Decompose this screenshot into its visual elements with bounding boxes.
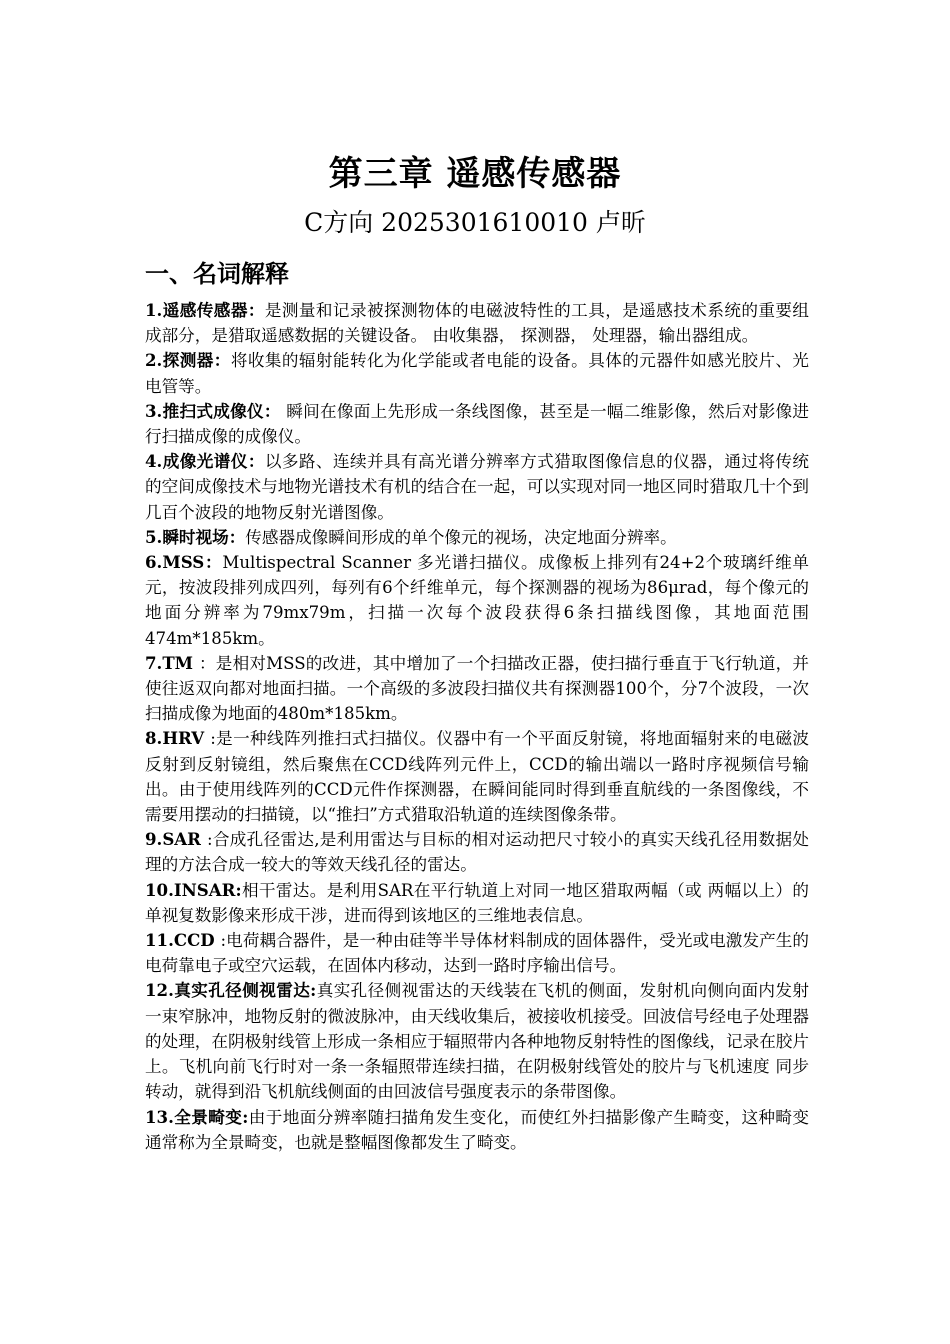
glossary-term: 7.TM xyxy=(145,652,200,673)
glossary-entry xyxy=(145,827,809,877)
glossary-definition: 相干雷达。是利用SAR在平行轨道上对同一地区猎取两幅（或 两幅以上）的单视复数影像来形成干涉，进而得到该地区的三维地表信息。 xyxy=(145,880,809,925)
glossary-entry xyxy=(145,348,809,398)
glossary-definition: :电荷耦合器件，是一种由硅等半导体材料制成的固体器件，受光或电激发产生的电荷靠电子或空穴运载，在固体内移动，达到一路时序输出信号。 xyxy=(145,931,809,976)
glossary-definition: ：是相对MSS的改进，其中增加了一个扫描改正器，使扫描行垂直于飞行轨道，并使往返双向都对地面扫描。一个高级的多波段扫描仪共有探测器100个，分7个波段，一次扫描成像为地面的480m*185km。 xyxy=(145,653,809,724)
glossary-term: 8.HRV xyxy=(145,728,211,749)
glossary-term: 6.MSS： xyxy=(145,552,223,573)
glossary-entry xyxy=(145,928,809,978)
glossary-entry xyxy=(145,399,809,449)
glossary-term: 9.SAR xyxy=(145,829,208,850)
section-heading: 一、名词解释 xyxy=(145,259,289,288)
glossary-definition: 由于地面分辨率随扫描角发生变化，而使红外扫描影像产生畸变，这种畸变通常称为全景畸变，也就是整幅图像都发生了畸变。 xyxy=(145,1107,810,1152)
glossary-term: 2.探测器： xyxy=(145,350,231,371)
glossary-term: 10.INSAR: xyxy=(145,879,242,900)
glossary-entry xyxy=(145,878,809,928)
glossary-entry xyxy=(145,550,809,651)
glossary-term: 1.遥感传感器： xyxy=(145,300,265,320)
glossary-entry xyxy=(145,651,809,727)
glossary-definition: 真实孔径侧视雷达的天线装在飞机的侧面，发射机向侧向面内发射一束窄脉冲，地物反射的微波脉冲，由天线收集后，被接收机接受。回波信号经电子处理器的处理，在阴极射线管上形成一条相应于辐照带内各种地物反射特性的图像线，记录在胶片上。飞机向前飞行时对一条一条辐照带连续扫描，在阴极射线管处的胶片与飞机速度 同步转动，就得到沿飞机航线侧面的由回波信号强度表示的条带图像。 xyxy=(145,981,810,1102)
glossary-term: 3.推扫式成像仪： xyxy=(145,400,281,421)
page-subtitle: C方向 2025301610010 卢昕 xyxy=(304,208,646,237)
glossary-entry xyxy=(145,525,809,550)
glossary-definition: 是测量和记录被探测物体的电磁波特性的工具，是遥感技术系统的重要组成部分，是猎取遥感数据的关键设备。 由收集器， 探测器， 处理器，输出器组成。 xyxy=(145,301,809,346)
page-title: 第三章 遥感传感器 xyxy=(328,154,622,194)
glossary-term: 4.成像光谱仪： xyxy=(145,451,265,472)
glossary-entry xyxy=(145,298,809,348)
glossary-definition: :是一种线阵列推扫式扫描仪。仪器中有一个平面反射镜，将地面辐射来的电磁波反射到反射镜组，然后聚焦在CCD线阵列元件上，CCD的输出端以一路时序视频信号输出。由于使用线阵列的CCD元件作探测器，在瞬间能同时得到垂直航线的一条图像线，不需要用摆动的扫描镜，以“推扫”方式猎取沿轨道的连续图像条带。 xyxy=(145,729,809,825)
glossary-term: 5.瞬时视场： xyxy=(145,526,246,547)
glossary-entry xyxy=(145,1105,809,1155)
glossary-definition: 将收集的辐射能转化为化学能或者电能的设备。具体的元器件如感光胶片、光电管等。 xyxy=(145,351,810,396)
glossary-term: 11.CCD xyxy=(145,930,221,951)
glossary-entry xyxy=(145,978,809,1104)
glossary-definition: Multispectral Scanner 多光谱扫描仪。成像板上排列有24+2个玻璃纤维单元，按波段排列成四列，每列有6个纤维单元，每个探测器的视场为86μrad，每个像元的地面分辨率为79mx79m，扫描一次每个波段获得6条扫描线图像，其地面范围474m*185km。 xyxy=(145,553,809,648)
glossary-entry xyxy=(145,449,809,525)
glossary-term: 13.全景畸变: xyxy=(145,1106,249,1127)
glossary-definition: 传感器成像瞬间形成的单个像元的视场，决定地面分辨率。 xyxy=(245,527,677,547)
glossary-definition: 瞬间在像面上先形成一条线图像，甚至是一幅二维影像，然后对影像进行扫描成像的成像仪。 xyxy=(145,401,809,447)
glossary-entry xyxy=(145,726,809,827)
glossary-term: 12.真实孔径侧视雷达: xyxy=(145,980,317,1001)
glossary-definition: :合成孔径雷达,是利用雷达与目标的相对运动把尺寸较小的真实天线孔径用数据处理的方法合成一较大的等效天线孔径的雷达。 xyxy=(145,830,809,875)
glossary-definition: 以多路、连续并具有高光谱分辨率方式猎取图像信息的仪器，通过将传统的空间成像技术与地物光谱技术有机的结合在一起，可以实现对同一地区同时猎取几十个到几百个波段的地物反射光谱图像。 xyxy=(145,452,809,522)
glossary-list xyxy=(145,298,809,1155)
